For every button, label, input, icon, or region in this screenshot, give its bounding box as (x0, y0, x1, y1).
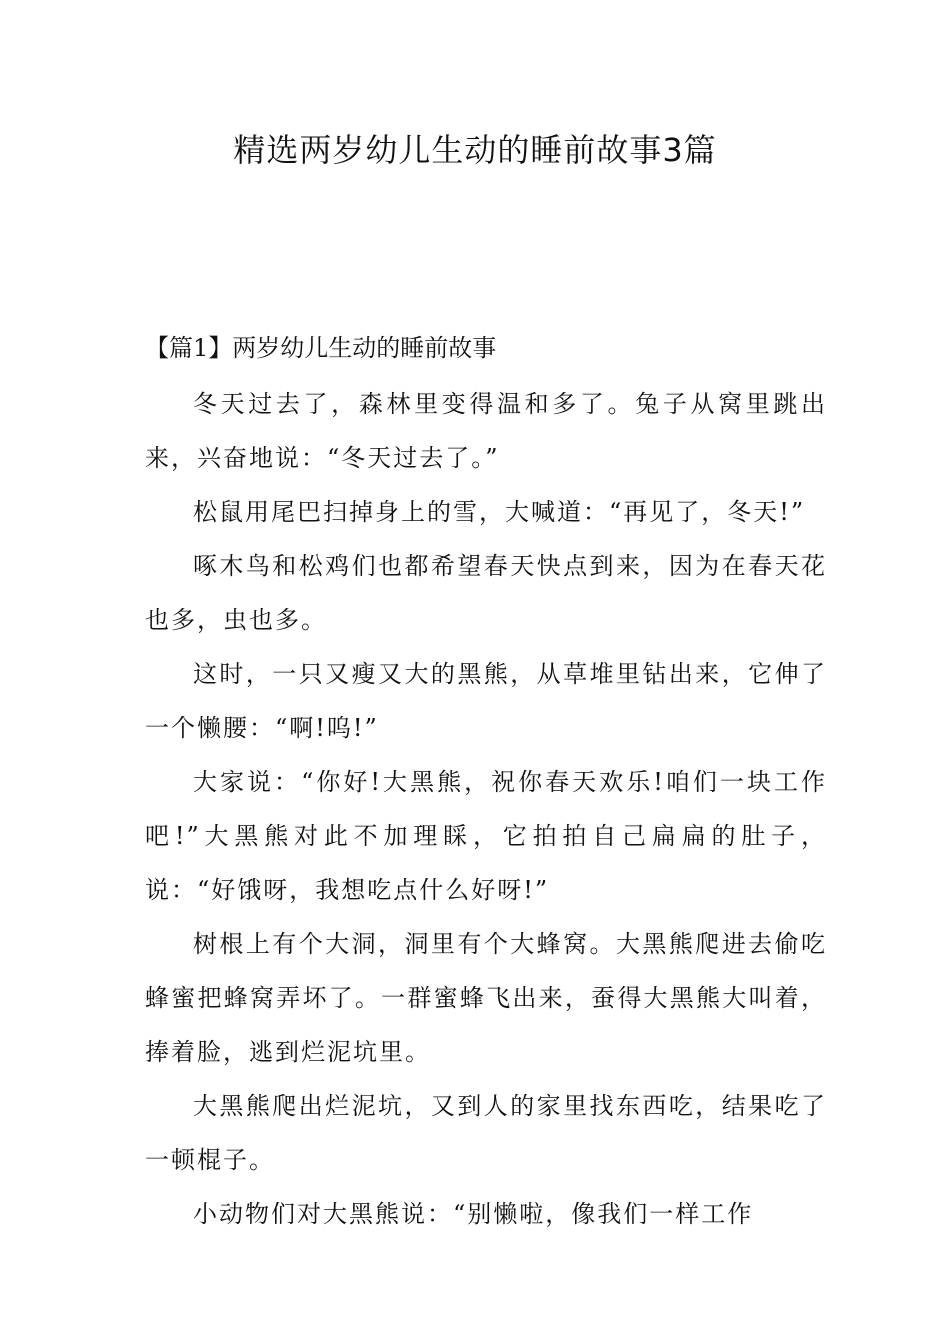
paragraph-4: 这时，一只又瘦又大的黑熊，从草堆里钻出来，它伸了一个懒腰：“啊!呜!” (145, 660, 827, 742)
section-heading: 【篇1】两岁幼儿生动的睡前故事 (145, 334, 497, 362)
paragraph-1: 冬天过去了，森林里变得温和多了。兔子从窝里跳出来，兴奋地说：“冬天过去了。” (145, 390, 827, 472)
paragraph-8: 小动物们对大黑熊说：“别懒啦，像我们一样工作 (193, 1200, 754, 1228)
paragraph-5: 大家说：“你好!大黑熊，祝你春天欢乐!咱们一块工作吧!”大黑熊对此不加理睬，它拍拍自己扁扁的肚子，说：“好饿呀，我想吃点什么好呀!” (145, 768, 827, 904)
paragraph-7: 大黑熊爬出烂泥坑，又到人的家里找东西吃，结果吃了一顿棍子。 (145, 1092, 827, 1174)
paragraph-6: 树根上有个大洞，洞里有个大蜂窝。大黑熊爬进去偷吃蜂蜜把蜂窝弄坏了。一群蜜蜂飞出来，蚕得大黑熊大叫着，捧着脸，逃到烂泥坑里。 (145, 930, 827, 1066)
document-title: 精选两岁幼儿生动的睡前故事3篇 (233, 131, 717, 169)
paragraph-2: 松鼠用尾巴扫掉身上的雪，大喊道：“再见了，冬天!” (193, 498, 806, 526)
document-body (145, 328, 827, 1241)
paragraph-3: 啄木鸟和松鸡们也都希望春天快点到来，因为在春天花也多，虫也多。 (145, 552, 827, 634)
